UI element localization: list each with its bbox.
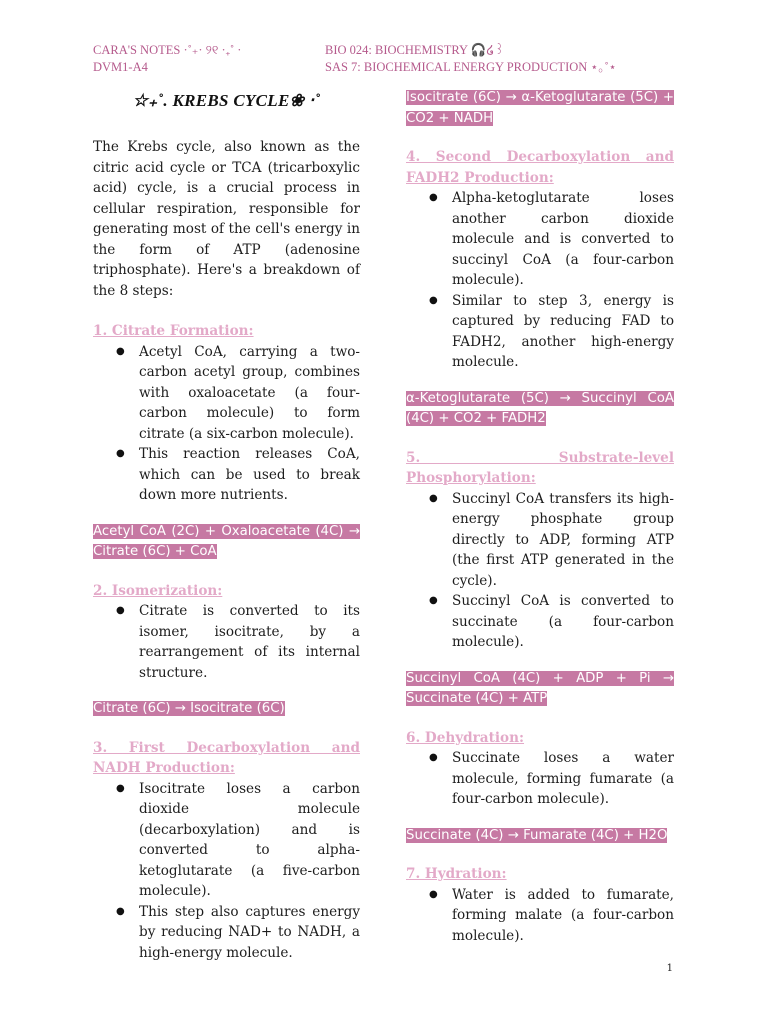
equation-text: α-Ketoglutarate (5C) → Succinyl CoA (4C) + CO2 + FADH2	[406, 390, 674, 426]
step-heading: 7. Hydration:	[406, 866, 507, 882]
step-7	[406, 864, 674, 946]
page-number: 1	[666, 963, 673, 974]
equation-text: Isocitrate (6C) → α-Ketoglutarate (5C) + CO2 + NADH	[406, 90, 674, 126]
equation-text: Citrate (6C) → Isocitrate (6C)	[93, 701, 285, 716]
right-column	[406, 88, 674, 962]
equation-text: Succinyl CoA (4C) + ADP + Pi → Succinate (4C) + ATP	[406, 670, 674, 706]
equation-text: Succinate (4C) → Fumarate (4C) + H2O	[406, 827, 668, 843]
step-heading: 5. Substrate-level Phosphorylation:	[406, 449, 674, 486]
course-label: BIO 024: BIOCHEMISTRY 🎧໒꒱	[325, 43, 505, 57]
step-heading: 6. Dehydration:	[406, 729, 525, 746]
equation-highlight	[93, 522, 360, 563]
bullet-list	[406, 885, 674, 947]
bullet-item: ● Acetyl CoA, carrying a two-carbon acetyl group, combines with oxaloacetate (a four-carbon molecule) to form citrate (a six-carbon molecule).	[139, 342, 360, 445]
equation-highlight	[406, 88, 674, 129]
bullet-list	[93, 601, 360, 683]
step-heading: 2. Isomerization:	[93, 582, 223, 599]
equation-highlight	[406, 826, 674, 847]
bullet-item: ● Succinyl CoA is converted to succinate (a four-carbon molecule).	[452, 591, 674, 653]
bullet-list	[406, 489, 674, 653]
author-label: CARA'S NOTES ·˚₊· ୨୧ ·₊˚ ·	[93, 43, 242, 57]
step-2	[93, 581, 360, 720]
bullet-item: ● This reaction releases CoA, which can be used to break down more nutrients.	[139, 444, 360, 506]
bullet-item: ● Water is added to fumarate, forming malate (a four-carbon molecule).	[452, 885, 674, 947]
step-4	[406, 147, 674, 430]
bullet-item: ● Isocitrate loses a carbon dioxide molecule (decarboxylation) and is converted to alpha-ketoglutarate (a five-carbon molecule).	[139, 779, 360, 902]
step-3	[93, 738, 360, 964]
equation-highlight	[406, 389, 674, 430]
step-5	[406, 448, 674, 710]
bullet-list	[406, 188, 674, 373]
left-column	[93, 88, 360, 979]
equation-text: Acetyl CoA (2C) + Oxaloacetate (4C) → Citrate (6C) + CoA	[93, 523, 360, 559]
bullet-item: ● Succinate loses a water molecule, forming fumarate (a four-carbon molecule).	[452, 748, 674, 810]
bullet-item: ● Succinyl CoA transfers its high-energy phosphate group directly to ADP, forming ATP (the first ATP generated in the cycle).	[452, 489, 674, 592]
bullet-list	[93, 779, 360, 964]
step-heading: 4. Second Decarboxylation and FADH2 Production:	[406, 149, 674, 186]
bullet-item: ● Alpha-ketoglutarate loses another carbon dioxide molecule and is converted to succinyl CoA (a four-carbon molecule).	[452, 188, 674, 291]
step-heading: 3. First Decarboxylation and NADH Production:	[93, 739, 360, 776]
equation-highlight	[93, 699, 360, 720]
bullet-item: ● Citrate is converted to its isomer, isocitrate, by a rearrangement of its internal structure.	[139, 601, 360, 683]
step-1	[93, 321, 360, 563]
intro-paragraph: The Krebs cycle, also known as the citric acid cycle or TCA (tricarboxylic acid) cycle, is a crucial process in cellular respiration, responsible for generating most of the cell's energy in the form of ATP (adenosine triphosphate). Here's a breakdown of the 8 steps:	[93, 139, 360, 299]
step-heading: 1. Citrate Formation:	[93, 323, 254, 339]
header-left	[93, 42, 313, 76]
bullet-list	[406, 748, 674, 810]
equation-highlight	[406, 669, 674, 710]
bullet-list	[93, 342, 360, 506]
bullet-item: ● Similar to step 3, energy is captured by reducing FAD to FADH2, another high-energy molecule.	[452, 291, 674, 373]
page-title: ☆₊˚. KREBS CYCLE❀ ‧˚	[132, 91, 321, 110]
bullet-item: ● This step also captures energy by reducing NAD+ to NADH, a high-energy molecule.	[139, 902, 360, 964]
header-right	[325, 42, 725, 76]
class-code: DVM1-A4	[93, 60, 148, 74]
topic-label: SAS 7: BIOCHEMICAL ENERGY PRODUCTION ⋆｡˚⋆	[325, 60, 617, 74]
step-6	[406, 728, 674, 847]
